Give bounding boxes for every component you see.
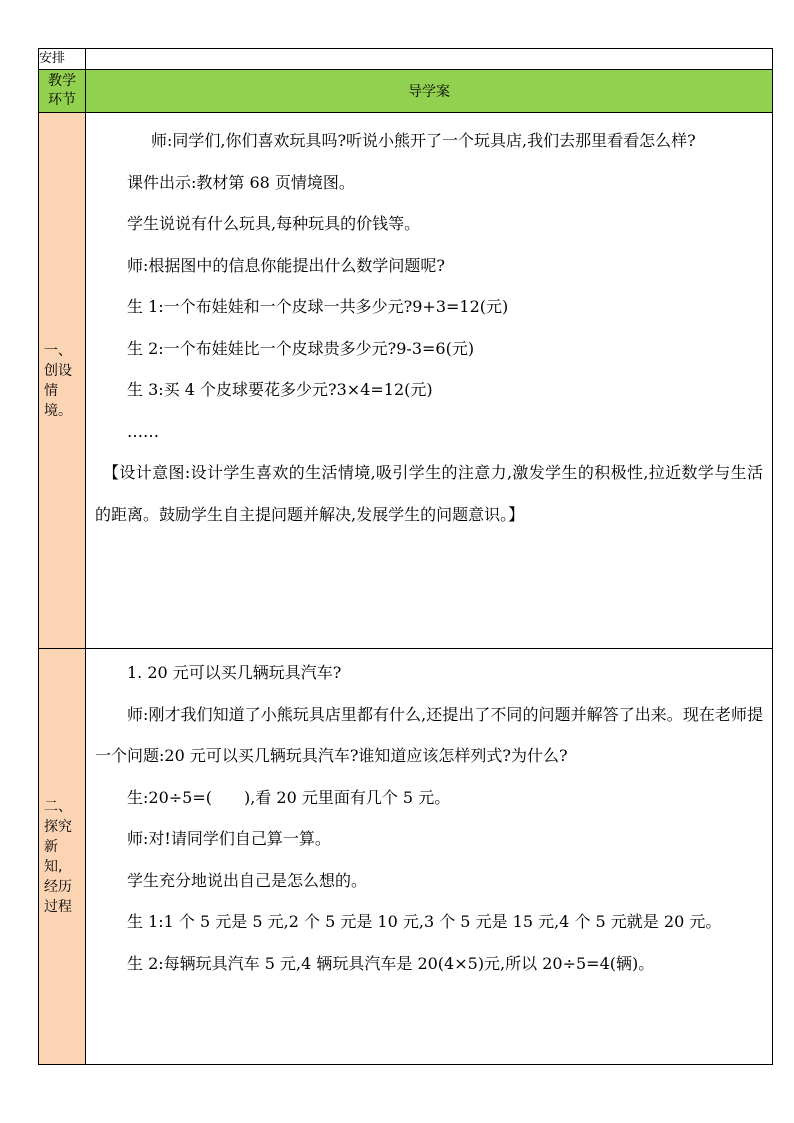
design-intent-paragraph: 【设计意图:设计学生喜欢的生活情境,吸引学生的注意力,激发学生的积极性,拉近数学与生活的距离。鼓励学生自主提问题并解决,发展学生的问题意识。】 xyxy=(95,463,763,524)
section2-paragraph: 生:20÷5=( ),看 20 元里面有几个 5 元。 xyxy=(127,787,451,807)
section-row-1 xyxy=(39,113,773,649)
section2-paragraph: 生 1:1 个 5 元是 5 元,2 个 5 元是 10 元,3 个 5 元是 15 元,4 个 5 元就是 20 元。 xyxy=(127,912,722,931)
arrange-row xyxy=(39,49,773,70)
section1-label-cell xyxy=(39,113,86,649)
section1-paragraph: 课件出示:教材第 68 页情境图。 xyxy=(127,172,355,192)
header-row xyxy=(39,70,773,113)
section1-paragraph: 师:根据图中的信息你能提出什么数学问题呢? xyxy=(127,255,445,275)
section1-label: 一、 创设 情 境。 xyxy=(44,342,72,419)
section2-paragraph: 1. 20 元可以买几辆玩具汽车? xyxy=(127,663,342,682)
section1-paragraph: 学生说说有什么玩具,每种玩具的价钱等。 xyxy=(127,214,421,233)
section1-paragraph: 生 1:一个布娃娃和一个皮球一共多少元?9+3=12(元) xyxy=(127,297,509,316)
section-row-2 xyxy=(39,649,773,1065)
section2-paragraph: 学生充分地说出自己是怎么想的。 xyxy=(127,870,368,890)
section2-paragraph: 师:对!请同学们自己算一算。 xyxy=(127,829,331,848)
section2-label-cell xyxy=(39,649,86,1065)
section2-content xyxy=(86,649,773,1065)
lesson-plan-table xyxy=(38,48,773,1065)
teaching-stage-header xyxy=(39,70,86,113)
section1-content xyxy=(86,113,773,649)
arrange-label: 安排 xyxy=(39,49,86,70)
section1-paragraph: 师:同学们,你们喜欢玩具吗?听说小熊开了一个玩具店,我们去那里看看怎么样? xyxy=(151,131,696,150)
section2-paragraph: 生 2:每辆玩具汽车 5 元,4 辆玩具汽车是 20(4×5)元,所以 20÷5=4(辆)。 xyxy=(127,953,655,973)
arrange-value-cell xyxy=(86,49,773,70)
section1-paragraph: 生 2:一个布娃娃比一个皮球贵多少元?9-3=6(元) xyxy=(127,338,475,358)
section2-paragraph: 师:刚才我们知道了小熊玩具店里都有什么,还提出了不同的问题并解答了出来。现在老师提一个问题:20 元可以买几辆玩具汽车?谁知道应该怎样列式?为什么? xyxy=(95,704,763,765)
section2-label: 二、 探究 新 知, 经历 过程 xyxy=(44,798,72,915)
guide-plan-header: 导学案 xyxy=(86,70,773,113)
section1-paragraph: …… xyxy=(127,421,159,441)
section1-paragraph: 生 3:买 4 个皮球要花多少元?3×4=12(元) xyxy=(127,380,433,399)
teaching-stage-header-label: 教学 环节 xyxy=(48,73,76,108)
